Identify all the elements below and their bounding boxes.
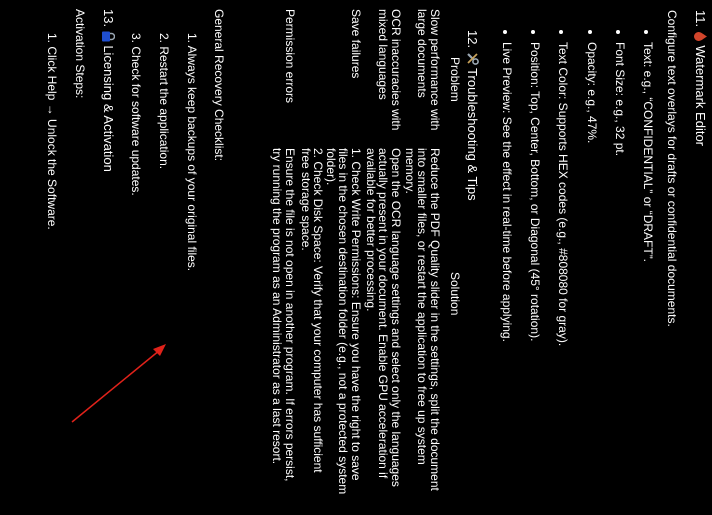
checklist-item: 1. Always keep backups of your original files. bbox=[185, 33, 199, 272]
solution-line: try running the program as an Administrator as a last resort. bbox=[270, 148, 285, 465]
section-11-heading bbox=[691, 10, 707, 146]
solution-line: 2. Check Disk Space: Verify that your computer has sufficient bbox=[311, 148, 326, 473]
solution-cell bbox=[365, 148, 403, 487]
watermark-bullet-item: Text Color: Supports HEX codes (e.g., #808080 for gray). bbox=[556, 42, 570, 347]
bullet-dot bbox=[559, 30, 563, 34]
checklist-item: 3. Check for software updates. bbox=[129, 33, 143, 196]
solution-line: Ensure the file is not open in another program. If errors persist, bbox=[283, 148, 297, 482]
solution-line: actually present in your document. Enable GPU acceleration if bbox=[376, 148, 391, 479]
activation-steps-title: Activation Steps: bbox=[73, 9, 87, 99]
drop-icon bbox=[691, 31, 707, 42]
section-12-heading bbox=[463, 30, 479, 201]
problem-cell bbox=[377, 9, 402, 130]
watermark-bullet-item: Text: e.g., “CONFIDENTIAL” or “DRAFT”. bbox=[641, 42, 655, 263]
section-13-number: 13. bbox=[101, 9, 116, 28]
problem-line: Permission errors bbox=[283, 9, 297, 104]
column-header-solution: Solution bbox=[448, 272, 462, 316]
solution-cell bbox=[300, 148, 363, 494]
bullet-dot bbox=[531, 30, 535, 34]
section-13-heading bbox=[99, 9, 115, 172]
watermark-bullet-item: Live Preview: See the effect in real-time before applying. bbox=[500, 42, 514, 342]
problem-line: Slow performance with bbox=[428, 9, 442, 131]
solution-cell bbox=[404, 148, 442, 491]
solution-line: files in the chosen destination folder (e.g., not a protected system bbox=[336, 148, 351, 495]
problem-cell bbox=[284, 9, 297, 103]
bullet-dot bbox=[616, 30, 620, 34]
problem-line: mixed languages bbox=[376, 9, 391, 100]
solution-cell bbox=[271, 148, 296, 482]
section-12-number: 12. bbox=[465, 30, 480, 49]
solution-line: folder). bbox=[324, 148, 338, 186]
section-11-number: 11. bbox=[693, 10, 708, 28]
watermark-bullet-item: Font Size: e.g., 32 pt. bbox=[613, 42, 627, 157]
solution-line: memory. bbox=[403, 148, 417, 194]
problem-line: large documents bbox=[415, 9, 430, 98]
tools-icon bbox=[463, 52, 479, 65]
lock-icon bbox=[99, 31, 115, 42]
bullet-dot bbox=[644, 30, 648, 34]
bullet-dot bbox=[503, 30, 507, 34]
solution-line: into smaller files, or restart the application to free up system bbox=[415, 148, 430, 465]
checklist-title: General Recovery Checklist: bbox=[212, 9, 226, 162]
bullet-dot bbox=[588, 30, 592, 34]
section-11-title: Watermark Editor bbox=[693, 45, 708, 147]
solution-line: free storage space. bbox=[299, 148, 313, 251]
problem-line: OCR inaccuracies with bbox=[389, 9, 403, 131]
activation-step: 1. Click Help → Unlock the Software. bbox=[45, 33, 59, 230]
watermark-bullet-item: Position: Top, Center, Bottom, or Diagonal (45° rotation). bbox=[528, 42, 542, 342]
section-11-intro: Configure text overlays for drafts or confidential documents. bbox=[665, 10, 679, 327]
section-12-title: Troubleshooting & Tips bbox=[465, 68, 480, 201]
watermark-bullet-item: Opacity: e.g., 47%. bbox=[585, 42, 599, 144]
problem-line: Save failures bbox=[349, 9, 363, 79]
column-header-problem: Problem bbox=[448, 57, 462, 102]
solution-line: available for better processing. bbox=[364, 148, 378, 312]
problem-cell bbox=[350, 9, 363, 78]
section-13-title: Licensing & Activation bbox=[101, 45, 116, 172]
solution-line: 1. Check Write Permissions: Ensure you have the right to save bbox=[349, 148, 363, 481]
solution-line: Open the OCR language settings and select only the languages bbox=[389, 148, 403, 487]
checklist-item: 2. Restart the application. bbox=[157, 33, 171, 170]
solution-line: Reduce the PDF Quality slider in the settings, split the document bbox=[428, 148, 442, 491]
problem-cell bbox=[416, 9, 441, 130]
